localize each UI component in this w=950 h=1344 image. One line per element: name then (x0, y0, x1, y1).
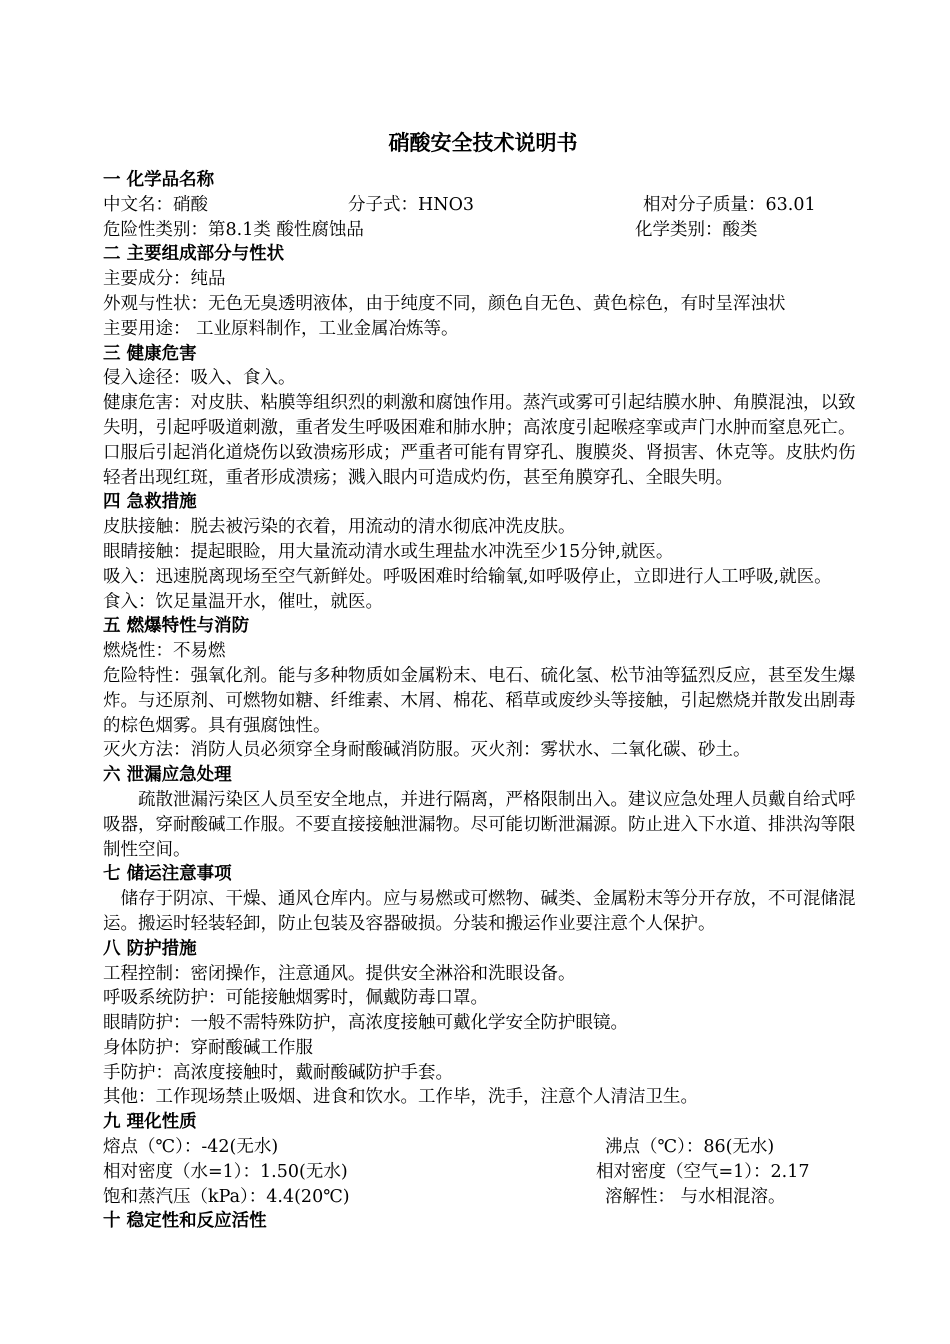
molecular-mass: 相对分子质量：63.01 (643, 194, 816, 215)
ingestion: 食入：饮足量温开水，催吐，就医。 (103, 591, 383, 612)
section-heading-8: 八 防护措施 (103, 938, 197, 959)
flammability: 燃烧性：不易燃 (103, 641, 226, 662)
class-row (103, 218, 863, 243)
solubility: 溶解性： 与水相混溶。 (605, 1186, 786, 1207)
extinguishing-method: 灭火方法：消防人员必须穿全身耐酸碱消防服。灭火剂：雾状水、二氧化碳、砂土。 (103, 740, 751, 761)
entry-route: 侵入途径：吸入、食入。 (103, 368, 296, 389)
danger-characteristics: 危险特性：强氧化剂。能与多种物质如金属粉末、电石、硫化氢、松节油等猛烈反应，甚至发生爆炸。与还原剂、可燃物如糖、纤维素、木屑、棉花、稻草或废纱头等接触，引起燃烧并散发出剧毒的棕色烟雾。具有强腐蚀性。 (103, 665, 856, 736)
document-title: 硝酸安全技术说明书 (388, 131, 578, 155)
melting-point: 熔点（℃）：-42(无水) (103, 1137, 279, 1158)
leak-response: 疏散泄漏污染区人员至安全地点，并进行隔离，严格限制出入。建议应急处理人员戴自给式呼吸器，穿耐酸碱工作服。不要直接接触泄漏物。尽可能切断泄漏源。防止进入下水道、排洪沟等限制性空间。 (103, 789, 856, 860)
appearance: 外观与性状：无色无臭透明液体，由于纯度不同，颜色自无色、黄色棕色，有时呈浑浊状 (103, 293, 786, 314)
inhalation: 吸入：迅速脱离现场至空气新鲜处。呼吸困难时给输氧,如呼吸停止，立即进行人工呼吸,就医。 (103, 566, 832, 587)
eye-protection: 眼睛防护：一般不需特殊防护，高浓度接触可戴化学安全防护眼镜。 (103, 1013, 628, 1034)
other-protection: 其他：工作现场禁止吸烟、进食和饮水。工作毕，洗手，注意个人清洁卫生。 (103, 1087, 698, 1108)
eye-contact: 眼睛接触：提起眼睑，用大量流动清水或生理盐水冲洗至少15分钟,就医。 (103, 541, 674, 562)
respiratory-protection: 呼吸系统防护：可能接触烟雾时，佩戴防毒口罩。 (103, 988, 488, 1009)
section-heading-9: 九 理化性质 (103, 1112, 197, 1133)
vapor-pressure: 饱和蒸汽压（kPa）：4.4(20℃) (103, 1186, 350, 1207)
molecular-formula: 分子式：HNO3 (348, 194, 475, 215)
usage: 主要用途： 工业原料制作，工业金属冶炼等。 (103, 318, 459, 339)
health-hazard: 健康危害：对皮肤、粘膜等组织烈的刺激和腐蚀作用。蒸汽或雾可引起结膜水肿、角膜混浊，以致失明，引起呼吸道刺激，重者发生呼吸困难和肺水肿；高浓度引起喉痉挛或声门水肿而窒息死亡。口服后引起消化道烧伤以致溃疡形成；严重者可能有胃穿孔、腹膜炎、肾损害、休克等。皮肤灼伤轻者出现红斑，重者形成溃疡；溅入眼内可造成灼伤，甚至角膜穿孔、全眼失明。 (103, 393, 856, 488)
hand-protection: 手防护：高浓度接触时，戴耐酸碱防护手套。 (103, 1062, 453, 1083)
boiling-point: 沸点（℃）：86(无水) (605, 1137, 775, 1158)
section-heading-5: 五 燃爆特性与消防 (103, 616, 250, 637)
hazard-class: 危险性类别：第8.1类 酸性腐蚀品 (103, 219, 364, 240)
section-heading-7: 七 储运注意事项 (103, 864, 232, 885)
melting-boiling-row (103, 1135, 863, 1160)
section-heading-4: 四 急救措施 (103, 492, 197, 513)
vapor-solubility-row (103, 1185, 863, 1210)
relative-density-air: 相对密度（空气=1）：2.17 (596, 1161, 810, 1182)
document-page (103, 128, 863, 1234)
composition: 主要成分：纯品 (103, 269, 226, 290)
engineering-control: 工程控制：密闭操作，注意通风。提供安全淋浴和洗眼设备。 (103, 963, 576, 984)
chem-name-row (103, 193, 863, 218)
section-heading-2: 二 主要组成部分与性状 (103, 244, 285, 265)
density-row (103, 1160, 863, 1185)
relative-density-water: 相对密度（水=1）：1.50(无水) (103, 1161, 348, 1182)
skin-contact: 皮肤接触：脱去被污染的衣着，用流动的清水彻底冲洗皮肤。 (103, 517, 576, 538)
section-heading-10: 十 稳定性和反应活性 (103, 1211, 267, 1232)
section-heading-3: 三 健康危害 (103, 343, 197, 364)
body-protection: 身体防护：穿耐酸碱工作服 (103, 1037, 313, 1058)
chemical-class: 化学类别：酸类 (635, 219, 758, 240)
section-heading-6: 六 泄漏应急处理 (103, 765, 232, 786)
section-heading-1: 一 化学品名称 (103, 170, 215, 190)
chinese-name: 中文名：硝酸 (103, 194, 208, 215)
storage-transport: 储存于阴凉、干燥、通风仓库内。应与易燃或可燃物、碱类、金属粉末等分开存放，不可混储混运。搬运时轻装轻卸，防止包装及容器破损。分装和搬运作业要注意个人保护。 (103, 889, 856, 934)
